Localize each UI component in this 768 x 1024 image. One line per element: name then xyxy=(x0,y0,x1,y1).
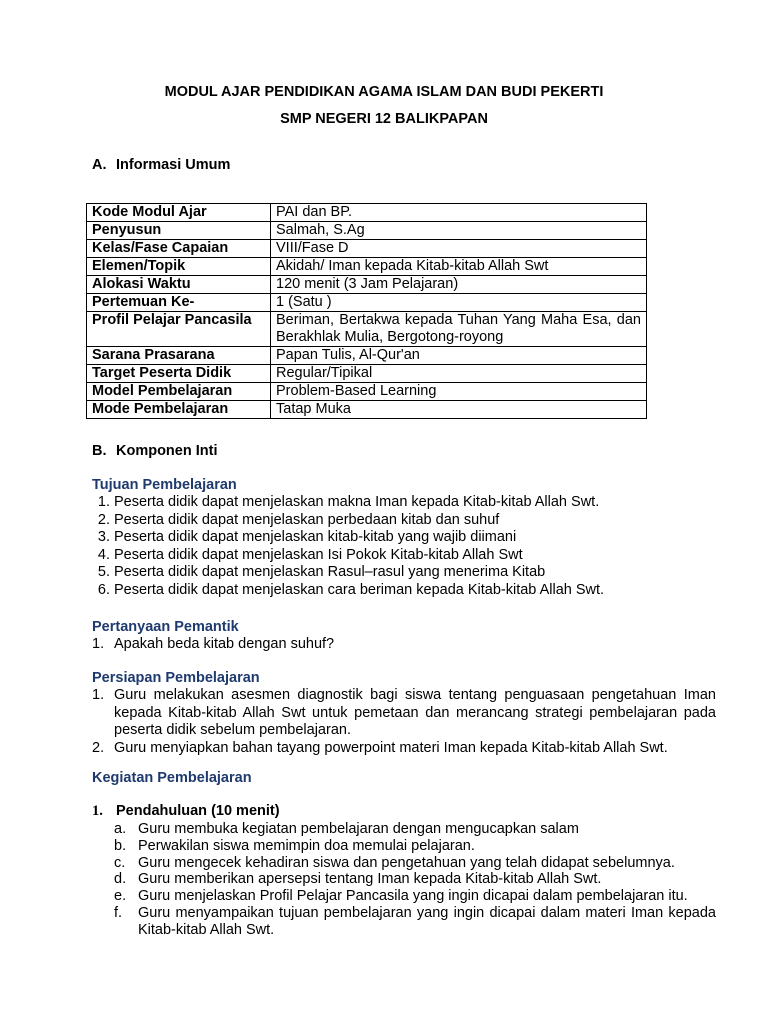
list-item xyxy=(92,740,716,758)
info-value: 1 (Satu ) xyxy=(271,294,647,312)
list-item-text: Guru melakukan asesmen diagnostik bagi siswa tentang penguasaan pengetahuan Iman kepada Kitab-kitab Allah Swt untuk pemetaan dan merancang strategi pembelajaran pada peserta didik sebelum pembelajaran. xyxy=(114,687,716,739)
info-row xyxy=(87,276,647,294)
pendahuluan-label: Pendahuluan (10 menit) xyxy=(116,803,280,819)
list-item-text: Peserta didik dapat menjelaskan kitab-kitab yang wajib diimani xyxy=(114,529,517,546)
list-item xyxy=(92,636,716,654)
list-item xyxy=(114,855,716,872)
info-key: Mode Pembelajaran xyxy=(87,401,271,419)
info-row xyxy=(87,240,647,258)
list-item-number: 4. xyxy=(97,546,110,563)
list-item xyxy=(92,582,716,600)
info-value: Beriman, Bertakwa kepada Tuhan Yang Maha Esa, dan Berakhlak Mulia, Bergotong-royong xyxy=(271,312,647,347)
info-key: Penyusun xyxy=(87,222,271,240)
pendahuluan-number: 1. xyxy=(92,803,103,819)
list-item-number: f. xyxy=(114,904,123,921)
list-item-number: d. xyxy=(114,871,127,888)
document-title: MODUL AJAR PENDIDIKAN AGAMA ISLAM DAN BUDI PEKERTI xyxy=(164,84,604,100)
info-row xyxy=(87,204,647,222)
list-item-number: 5. xyxy=(97,564,110,581)
list-item-number: c. xyxy=(114,854,126,871)
info-row xyxy=(87,401,647,419)
list-item-text: Peserta didik dapat menjelaskan makna Iman kepada Kitab-kitab Allah Swt. xyxy=(114,494,600,510)
section-a-label: Informasi Umum xyxy=(116,157,231,173)
info-key: Elemen/Topik xyxy=(87,258,271,276)
persiapan-heading: Persiapan Pembelajaran xyxy=(92,670,260,686)
info-key: Target Peserta Didik xyxy=(87,365,271,383)
list-item-text: Guru menyiapkan bahan tayang powerpoint materi Iman kepada Kitab-kitab Allah Swt. xyxy=(114,739,668,756)
list-item-number: 6. xyxy=(97,581,110,598)
list-item-text: Peserta didik dapat menjelaskan Rasul–rasul yang menerima Kitab xyxy=(114,564,546,581)
list-item-text: Guru memberikan apersepsi tentang Iman kepada Kitab-kitab Allah Swt. xyxy=(138,871,602,888)
info-row xyxy=(87,294,647,312)
list-item xyxy=(114,838,716,855)
list-item-text: Guru mengecek kehadiran siswa dan pengetahuan yang telah didapat sebelumnya. xyxy=(138,854,675,871)
list-item-text: Guru menjelaskan Profil Pelajar Pancasila yang ingin dicapai dalam pembelajaran itu. xyxy=(138,888,688,905)
section-b-label: Komponen Inti xyxy=(116,443,218,459)
list-item-number: 2. xyxy=(97,511,110,528)
list-item xyxy=(92,547,716,565)
info-value: Tatap Muka xyxy=(271,401,647,419)
list-item-number: a. xyxy=(114,821,127,837)
info-value: 120 menit (3 Jam Pelajaran) xyxy=(271,276,647,294)
tujuan-list xyxy=(92,494,716,600)
list-item-text: Peserta didik dapat menjelaskan cara beriman kepada Kitab-kitab Allah Swt. xyxy=(114,581,605,598)
kegiatan-heading: Kegiatan Pembelajaran xyxy=(92,770,252,786)
pemantik-heading: Pertanyaan Pemantik xyxy=(92,619,239,635)
list-item xyxy=(114,821,716,838)
info-value: Regular/Tipikal xyxy=(271,365,647,383)
info-key: Pertemuan Ke- xyxy=(87,294,271,312)
list-item xyxy=(92,529,716,547)
info-row xyxy=(87,312,647,347)
info-row xyxy=(87,258,647,276)
list-item xyxy=(92,512,716,530)
pendahuluan-heading xyxy=(92,803,280,821)
info-key: Sarana Prasarana xyxy=(87,347,271,365)
list-item-number: b. xyxy=(114,837,127,854)
list-item xyxy=(92,687,716,740)
pemantik-list xyxy=(92,636,716,654)
list-item-number: 1. xyxy=(97,494,110,510)
info-value: VIII/Fase D xyxy=(271,240,647,258)
list-item xyxy=(92,564,716,582)
school-name: SMP NEGERI 12 BALIKPAPAN xyxy=(280,111,488,127)
list-item-text: Guru membuka kegiatan pembelajaran dengan mengucapkan salam xyxy=(138,821,579,837)
list-item-number: 2. xyxy=(92,739,105,756)
info-value: Problem-Based Learning xyxy=(271,383,647,401)
list-item-text: Apakah beda kitab dengan suhuf? xyxy=(114,636,335,652)
list-item-text: Peserta didik dapat menjelaskan Isi Pokok Kitab-kitab Allah Swt xyxy=(114,546,523,563)
list-item xyxy=(114,905,716,939)
persiapan-list xyxy=(92,687,716,757)
list-item-text: Guru menyampaikan tujuan pembelajaran yang ingin dicapai dalam materi Iman kepada Kitab-kitab Allah Swt. xyxy=(138,904,716,938)
info-value: Salmah, S.Ag xyxy=(271,222,647,240)
list-item-number: 1. xyxy=(92,687,105,703)
info-key: Kode Modul Ajar xyxy=(87,204,271,222)
info-key: Profil Pelajar Pancasila xyxy=(87,312,271,347)
info-key: Model Pembelajaran xyxy=(87,383,271,401)
section-b-number: B. xyxy=(92,443,107,459)
info-row xyxy=(87,383,647,401)
list-item-number: e. xyxy=(114,888,127,905)
section-a-heading xyxy=(92,157,230,175)
info-value: Akidah/ Iman kepada Kitab-kitab Allah Swt xyxy=(271,258,647,276)
info-row xyxy=(87,365,647,383)
list-item xyxy=(114,888,716,905)
info-row xyxy=(87,347,647,365)
list-item-text: Peserta didik dapat menjelaskan perbedaan kitab dan suhuf xyxy=(114,511,500,528)
general-info-table xyxy=(86,203,647,419)
section-b-heading xyxy=(92,443,218,461)
list-item-number: 3. xyxy=(97,529,110,546)
info-row xyxy=(87,222,647,240)
info-key: Alokasi Waktu xyxy=(87,276,271,294)
info-key: Kelas/Fase Capaian xyxy=(87,240,271,258)
list-item-text: Perwakilan siswa memimpin doa memulai pelajaran. xyxy=(138,837,475,854)
list-item-number: 1. xyxy=(92,636,105,652)
tujuan-heading: Tujuan Pembelajaran xyxy=(92,477,237,493)
list-item xyxy=(92,494,716,512)
info-value: PAI dan BP. xyxy=(271,204,647,222)
pendahuluan-list xyxy=(114,821,716,939)
info-value: Papan Tulis, Al-Qur'an xyxy=(271,347,647,365)
list-item xyxy=(114,871,716,888)
section-a-number: A. xyxy=(92,157,107,173)
